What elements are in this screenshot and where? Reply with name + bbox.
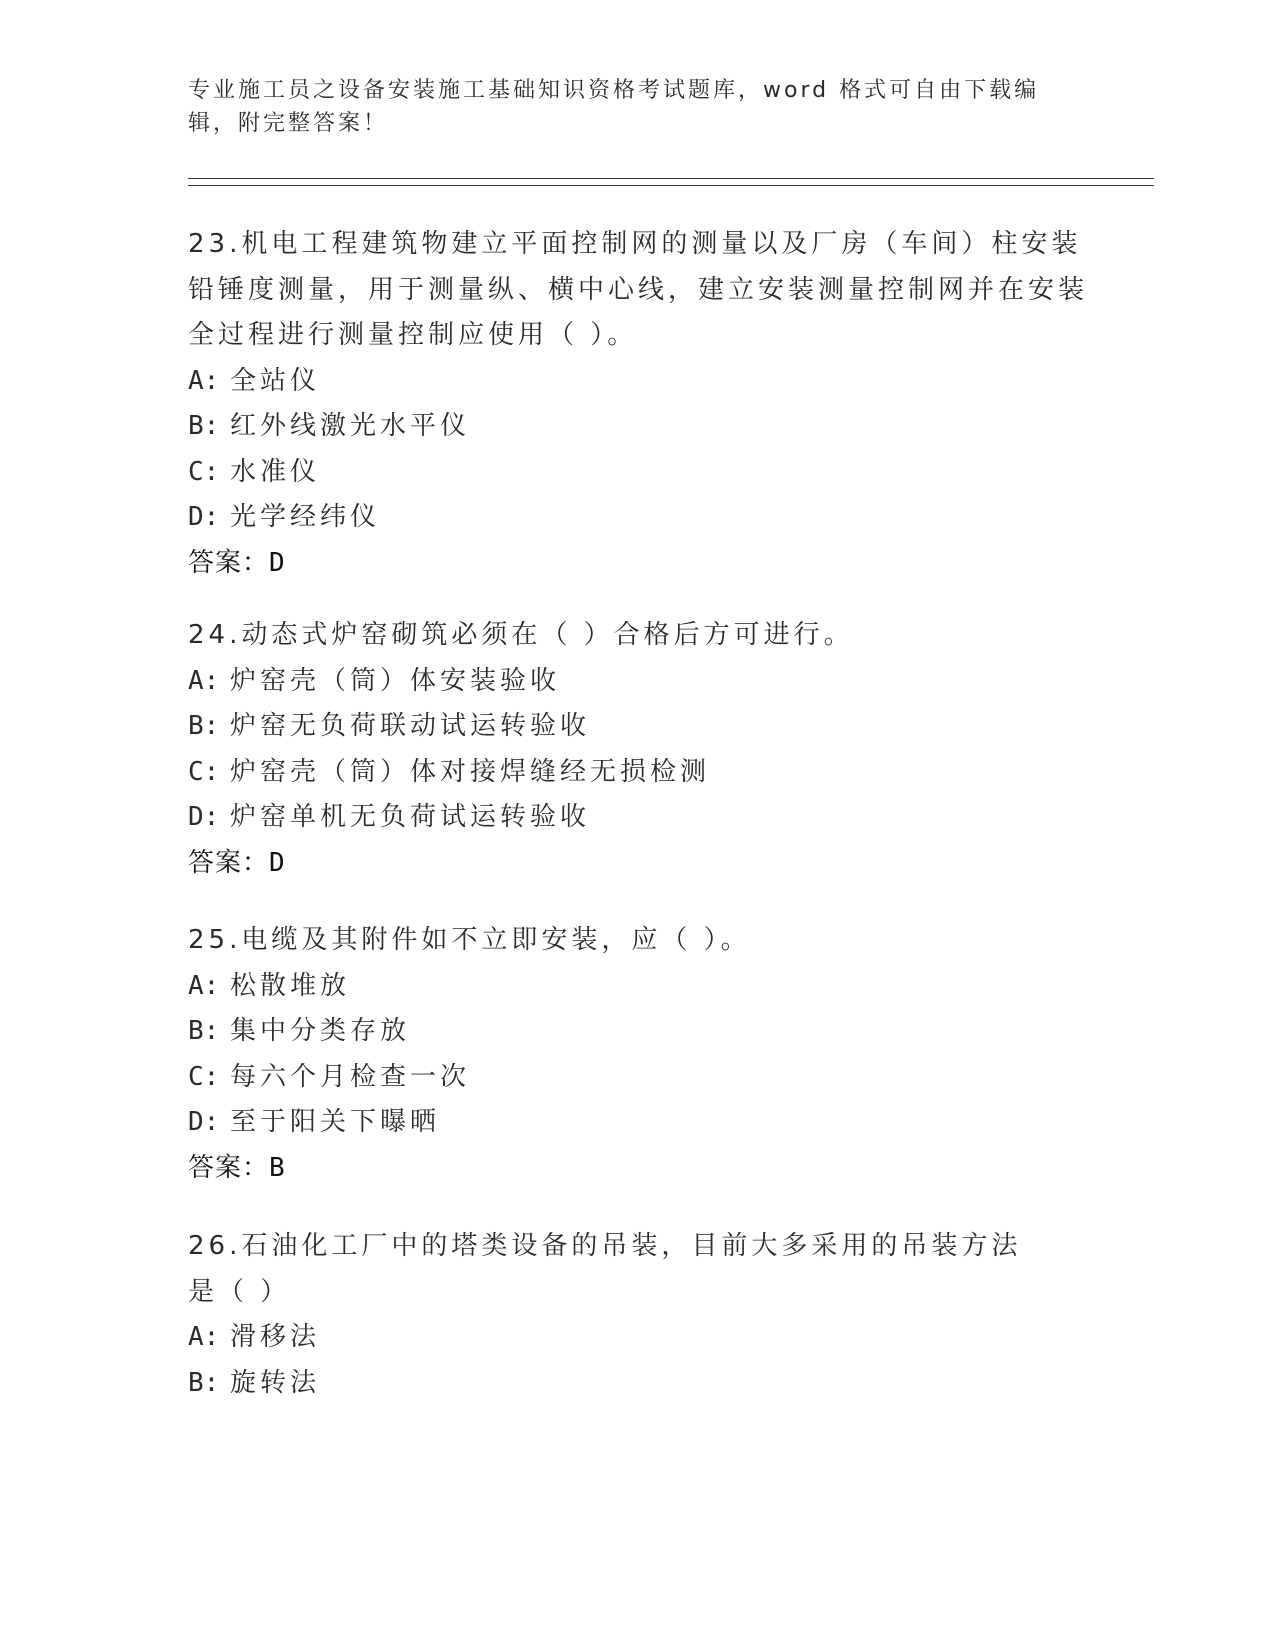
option-a xyxy=(188,659,1088,705)
option-a xyxy=(188,359,1088,405)
option-b xyxy=(188,1009,1088,1055)
option-c xyxy=(188,1055,1088,1101)
option-letter: B: xyxy=(188,1016,220,1046)
option-letter: A: xyxy=(188,1322,220,1352)
option-text: 水准仪 xyxy=(230,456,321,487)
option-a xyxy=(188,1315,1048,1361)
question-24 xyxy=(188,613,1088,886)
answer-value: B xyxy=(269,1152,286,1183)
question-stem: 25.电缆及其附件如不立即安装，应（ ）。 xyxy=(188,925,751,955)
option-c xyxy=(188,450,1088,496)
option-c xyxy=(188,750,1088,796)
question-25 xyxy=(188,918,1088,1191)
option-text: 旋转法 xyxy=(230,1367,321,1398)
option-b xyxy=(188,704,1088,750)
question-stem: 24.动态式炉窑砌筑必须在（ ）合格后方可进行。 xyxy=(188,620,854,650)
question-23 xyxy=(188,222,1088,586)
option-text: 全站仪 xyxy=(230,365,321,396)
option-d xyxy=(188,1100,1088,1146)
question-stem: 26.石油化工厂中的塔类设备的吊装，目前大多采用的吊装方法是（ ） xyxy=(188,1231,1022,1307)
option-letter: D: xyxy=(188,502,220,532)
option-letter: C: xyxy=(188,1061,220,1092)
document-header: 专业施工员之设备安装施工基础知识资格考试题库，word 格式可自由下载编辑，附完整答案！ xyxy=(188,78,1040,136)
option-text: 炉窑壳（筒）体对接焊缝经无损检测 xyxy=(230,756,711,787)
option-letter: D: xyxy=(188,802,220,832)
answer-value: D xyxy=(269,847,286,878)
option-text: 炉窑单机无负荷试运转验收 xyxy=(230,802,591,832)
option-d xyxy=(188,495,1088,541)
option-text: 松散堆放 xyxy=(230,970,351,1001)
option-text: 炉窑无负荷联动试运转验收 xyxy=(230,711,591,741)
option-letter: B: xyxy=(188,411,220,441)
option-text: 集中分类存放 xyxy=(230,1016,411,1046)
answer-line xyxy=(188,841,1088,887)
option-letter: A: xyxy=(188,970,220,1001)
answer-label: 答案： xyxy=(188,547,270,578)
option-text: 红外线激光水平仪 xyxy=(230,411,471,441)
option-b xyxy=(188,1361,1048,1407)
option-a xyxy=(188,964,1088,1010)
option-text: 每六个月检查一次 xyxy=(230,1061,471,1092)
option-letter: A: xyxy=(188,365,220,396)
option-d xyxy=(188,795,1088,841)
option-letter: D: xyxy=(188,1107,220,1137)
answer-label: 答案： xyxy=(188,1152,270,1183)
option-b xyxy=(188,404,1088,450)
answer-value: D xyxy=(269,547,286,578)
option-letter: B: xyxy=(188,711,220,741)
header-double-rule xyxy=(188,178,1154,186)
option-letter: C: xyxy=(188,456,220,487)
option-letter: C: xyxy=(188,756,220,787)
option-text: 炉窑壳（筒）体安装验收 xyxy=(230,665,561,696)
option-letter: B: xyxy=(188,1367,220,1398)
answer-line xyxy=(188,1146,1088,1192)
question-26 xyxy=(188,1224,1048,1406)
answer-line xyxy=(188,541,1088,587)
option-text: 至于阳关下曝晒 xyxy=(230,1107,441,1137)
question-stem: 23.机电工程建筑物建立平面控制网的测量以及厂房（车间）柱安装铅锤度测量，用于测量纵、横中心线，建立安装测量控制网并在安装全过程进行测量控制应使用（ ）。 xyxy=(188,229,1089,350)
option-text: 滑移法 xyxy=(230,1322,321,1352)
answer-label: 答案： xyxy=(188,847,270,878)
option-letter: A: xyxy=(188,665,220,696)
option-text: 光学经纬仪 xyxy=(230,502,381,532)
